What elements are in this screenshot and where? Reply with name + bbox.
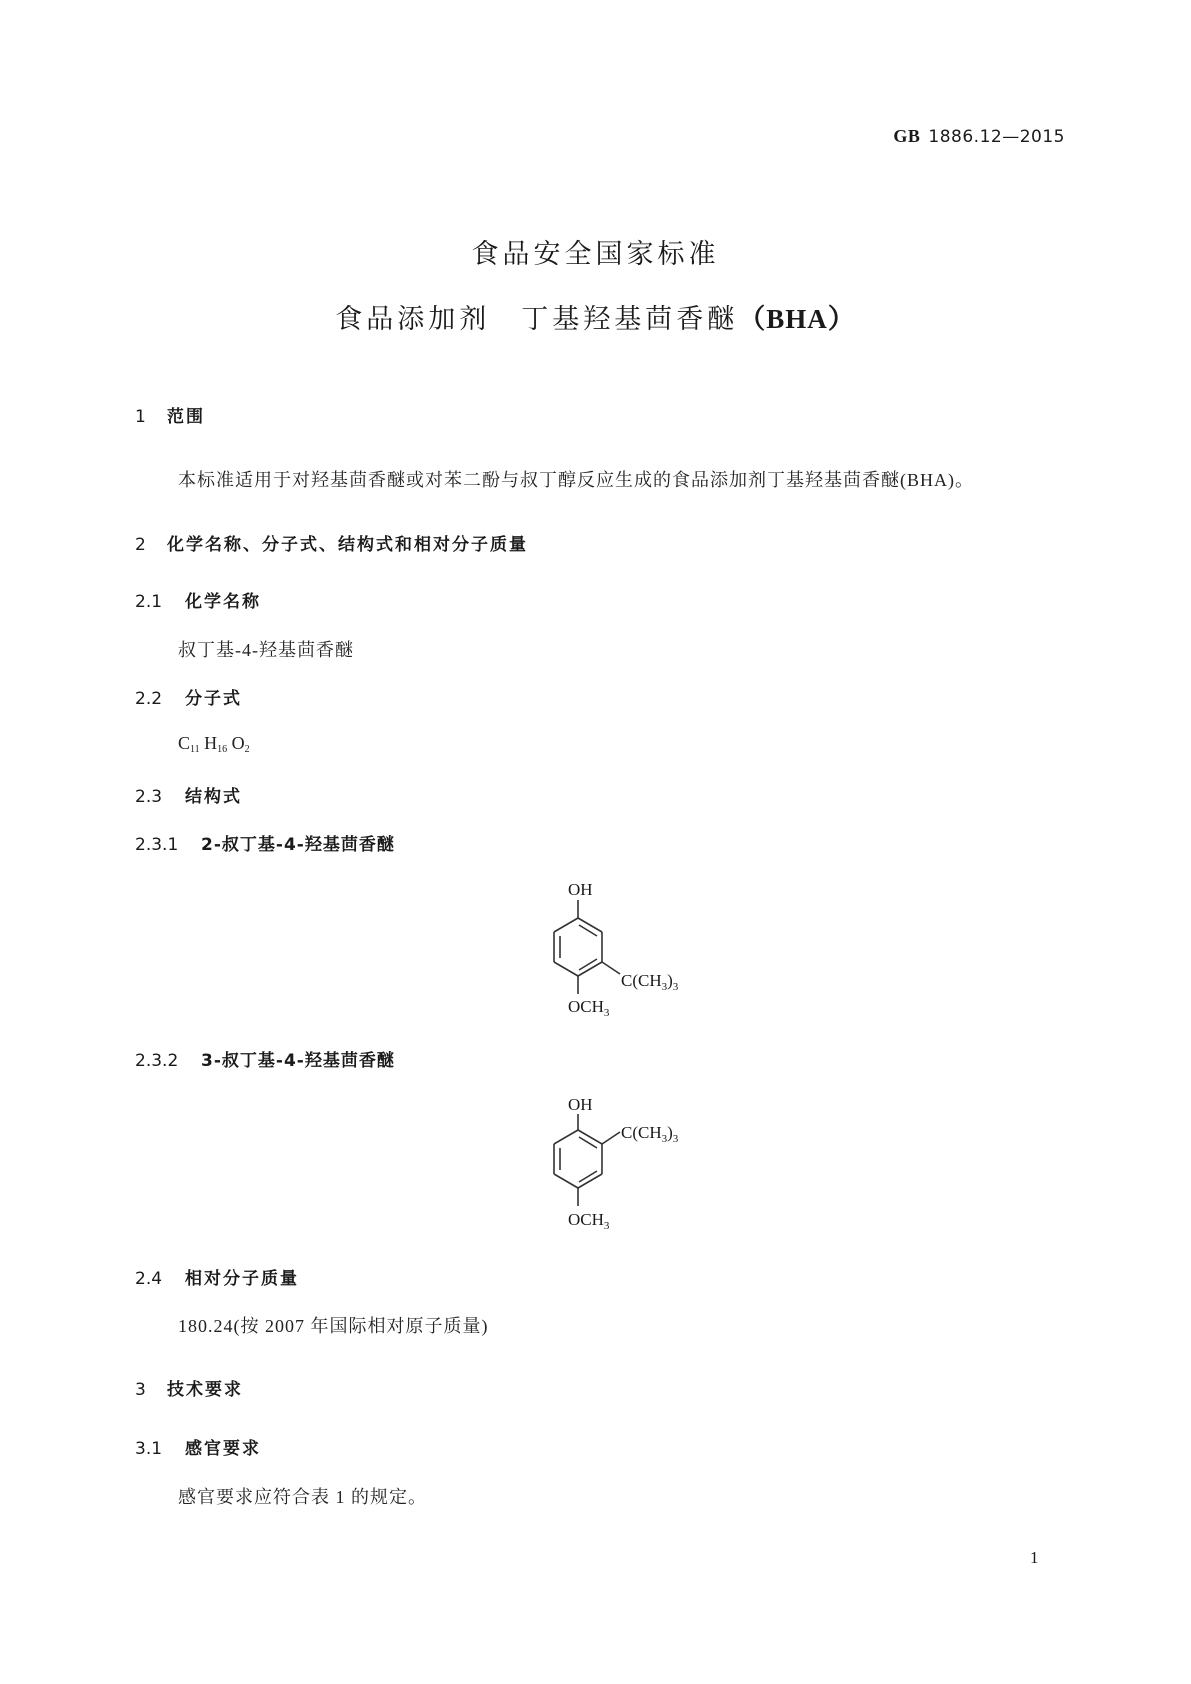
och3-label: $OCH_3$ [568,1210,610,1232]
section-2-2-heading [135,684,242,709]
chemical-name: 叔丁基-4-羟基茴香醚 [178,640,354,660]
section-number: 2 [135,535,146,555]
tbutyl-label: $C(CH_3)_3$ [621,971,679,993]
sensory-requirements-text: 感官要求应符合表 1 的规定。 [178,1487,427,1507]
section-1-body: 本标准适用于对羟基茴香醚或对苯二酚与叔丁醇反应生成的食品添加剂丁基羟基茴香醚(BHA)。 [178,470,974,490]
formula-sub-o: 2 [244,744,250,755]
section-number: 2.4 [135,1269,163,1289]
molecular-mass: 180.24(按 2007 年国际相对原子质量) [178,1316,489,1336]
page-number: 1 [1030,1548,1039,1567]
subtitle-abbrev: （BHA） [738,304,856,334]
section-title: 结构式 [185,787,242,807]
section-title: 范围 [167,407,205,427]
structure-diagram-2-tbha [520,870,720,1030]
structure-diagram-3-tbha [520,1090,720,1250]
formula-element-c: C [178,733,191,753]
standard-prefix: GB [893,126,921,146]
section-number: 2.2 [135,689,163,709]
formula-sub-h: 16 [217,744,228,755]
section-title: 化学名称 [185,592,261,612]
formula-element-h: H [204,733,218,753]
formula-sub-c: 11 [190,744,200,755]
section-number: 1 [135,407,146,427]
section-2-3-1-heading [135,830,395,855]
section-2-3-heading [135,782,242,807]
section-title: 3-叔丁基-4-羟基茴香醚 [201,1051,395,1071]
section-number: 2.3 [135,787,163,807]
molecular-formula [178,733,250,755]
section-title: 分子式 [185,689,242,709]
section-title: 感官要求 [185,1439,261,1459]
section-3-1-heading [135,1434,261,1459]
oh-label: OH [568,1095,593,1114]
section-2-heading [135,530,528,555]
oh-label: OH [568,880,593,899]
section-2-4-heading [135,1264,299,1289]
subtitle-cn: 食品添加剂 丁基羟基茴香醚 [335,304,739,335]
section-number: 3.1 [135,1439,163,1459]
section-number: 2.3.1 [135,835,179,855]
section-number: 2.3.2 [135,1051,179,1071]
section-1-heading [135,402,205,427]
document-title: 食品安全国家标准 [471,239,720,270]
och3-label: $OCH_3$ [568,997,610,1019]
section-number: 2.1 [135,592,163,612]
section-title: 相对分子质量 [185,1269,299,1289]
section-2-3-2-heading [135,1046,395,1071]
section-title: 化学名称、分子式、结构式和相对分子质量 [167,535,528,555]
section-number: 3 [135,1380,146,1400]
section-2-1-heading [135,587,261,612]
tbutyl-label: $C(CH_3)_3$ [621,1123,679,1145]
standard-number [893,126,1065,147]
standard-code: 1886.12—2015 [928,127,1065,147]
section-3-heading [135,1375,243,1400]
formula-element-o: O [231,733,245,753]
section-title: 技术要求 [167,1380,243,1400]
section-title: 2-叔丁基-4-羟基茴香醚 [201,835,395,855]
document-subtitle [0,297,1191,336]
